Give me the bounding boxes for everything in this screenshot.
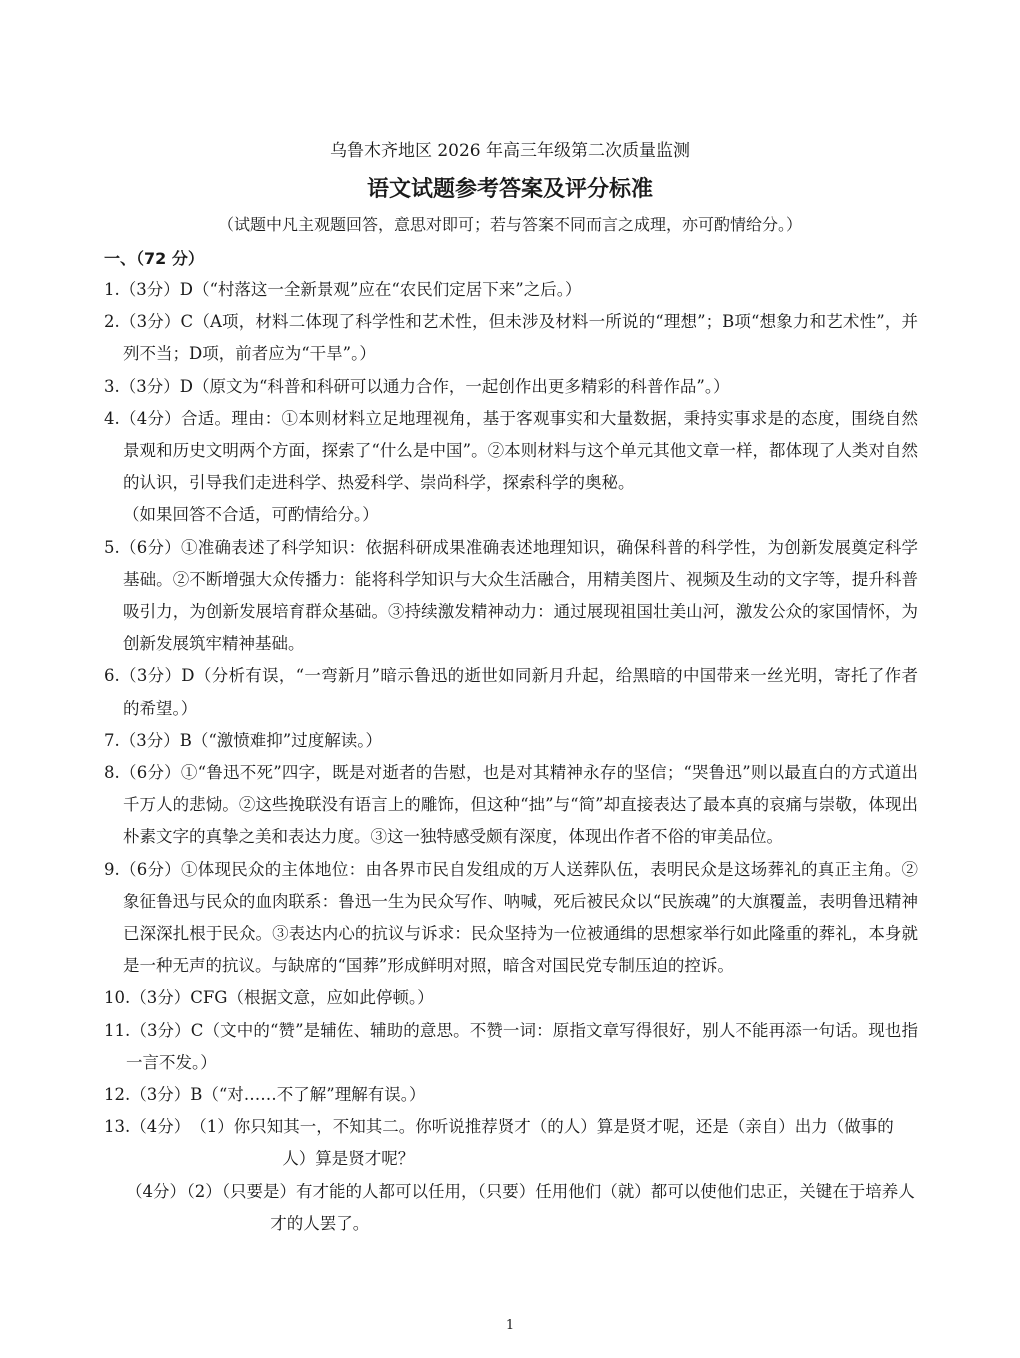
- grading-note: （试题中凡主观题回答，意思对即可；若与答案不同而言之成理，亦可酌情给分。）: [217, 215, 802, 234]
- section-label: 一、（72 分）: [104, 249, 204, 268]
- page-title: 语文试题参考答案及评分标准: [366, 177, 653, 202]
- answer-8: 8.（6分）①“鲁迅不死”四字，既是对逝者的告慰，也是对其精神永存的坚信；“哭鲁迅”则以最直白的方式道出千万人的悲恸。②这些挽联没有语言上的雕饰，但这种“拙”与“简”却直接表达了最本真的哀痛与崇敬，体现出朴素文字的真挚之美和表达力度。③这一独特感受颇有深度，体现出作者不俗的审美品位。: [104, 763, 918, 847]
- answer-13-part-1: [104, 1111, 918, 1175]
- answer-11: 11.（3分）C（文中的“赞”是辅佐、辅助的意思。不赞一词：原指文章写得很好，别人不能再添一句话。现也指一言不发。）: [104, 1020, 918, 1072]
- answer-7: 7.（3分）B（“激愤难抑”过度解读。）: [104, 730, 382, 750]
- answer-list: [104, 274, 918, 1240]
- answer-3: 3.（3分）D（原文为“科普和科研可以通力合作，一起创作出更多精彩的科普作品”。）: [104, 376, 730, 396]
- answer-13-score-1: （4分）: [130, 1117, 191, 1137]
- answer-13-text-2: （2）（只要是）有才能的人都可以任用，（只要）任用他们（就）都可以使他们忠正，关键在于培养人才的人罢了。: [178, 1181, 915, 1233]
- answer-10: 10.（3分）CFG（根据文意，应如此停顿。）: [104, 988, 434, 1008]
- answer-13-score-2: （4分）: [126, 1181, 186, 1201]
- answer-9: 9.（6分）①体现民众的主体地位：由各界市民自发组成的万人送葬队伍，表明民众是这场葬礼的真正主角。②象征鲁迅与民众的血肉联系：鲁迅一生为民众写作、呐喊，死后被民众以“民族魂”的大旗覆盖，表明鲁迅精神已深深扎根于民众。③表达内心的抗议与诉求：民众坚持为一位被通缉的思想家举行如此隆重的葬礼，本身就是一种无声的抗议。与缺席的“国葬”形成鲜明对照，暗含对国民党专制压迫的控诉。: [104, 859, 918, 976]
- answer-1: 1.（3分）D（“村落这一全新景观”应在“农民们定居下来”之后。）: [104, 280, 582, 299]
- section-heading: [104, 246, 204, 269]
- answer-5: 5.（6分）①准确表述了科学知识：依据科研成果准确表述地理知识，确保科普的科学性，为创新发展奠定科学基础。②不断增强大众传播力：能将科学知识与大众生活融合，用精美图片、视频及生动的文字等，提升科普吸引力，为创新发展培育群众基础。③持续激发精神动力：通过展现祖国壮美山河，激发公众的家国情怀，为创新发展筑牢精神基础。: [104, 537, 918, 654]
- page-number: 1: [505, 1318, 515, 1333]
- answer-4-note: （如果回答不合适，可酌情给分。）: [123, 505, 379, 525]
- answer-4: 4.（4分）合适。理由：①本则材料立足地理视角，基于客观事实和大量数据，秉持实事求是的态度，围绕自然景观和历史文明两个方面，探索了“什么是中国”。②本则材料与这个单元其他文章一样，都体现了人类对自然的认识，引导我们走进科学、热爱科学、崇尚科学，探索科学的奥秘。: [104, 408, 918, 493]
- answer-13-text-1: （1）你只知其一，不知其二。你听说推荐贤才（的人）算是贤才呢，还是（亲自）出力（做事的人）算是贤才呢？: [190, 1117, 894, 1169]
- answer-13-number: 13.: [104, 1117, 131, 1137]
- answer-2: 2.（3分）C（A项，材料二体现了科学性和艺术性，但未涉及材料一所说的“理想”；B项“想象力和艺术性”，并列不当；D项，前者应为“干旱”。）: [104, 312, 918, 364]
- answer-13-part-2: [104, 1176, 918, 1240]
- answer-6: 6.（3分）D（分析有误，“一弯新月”暗示鲁迅的逝世如同新月升起，给黑暗的中国带来一丝光明，寄托了作者的希望。）: [104, 666, 918, 718]
- answer-12: 12.（3分）B（“对……不了解”理解有误。）: [104, 1085, 426, 1105]
- exam-subtitle: 乌鲁木齐地区 2026 年高三年级第二次质量监测: [329, 141, 691, 161]
